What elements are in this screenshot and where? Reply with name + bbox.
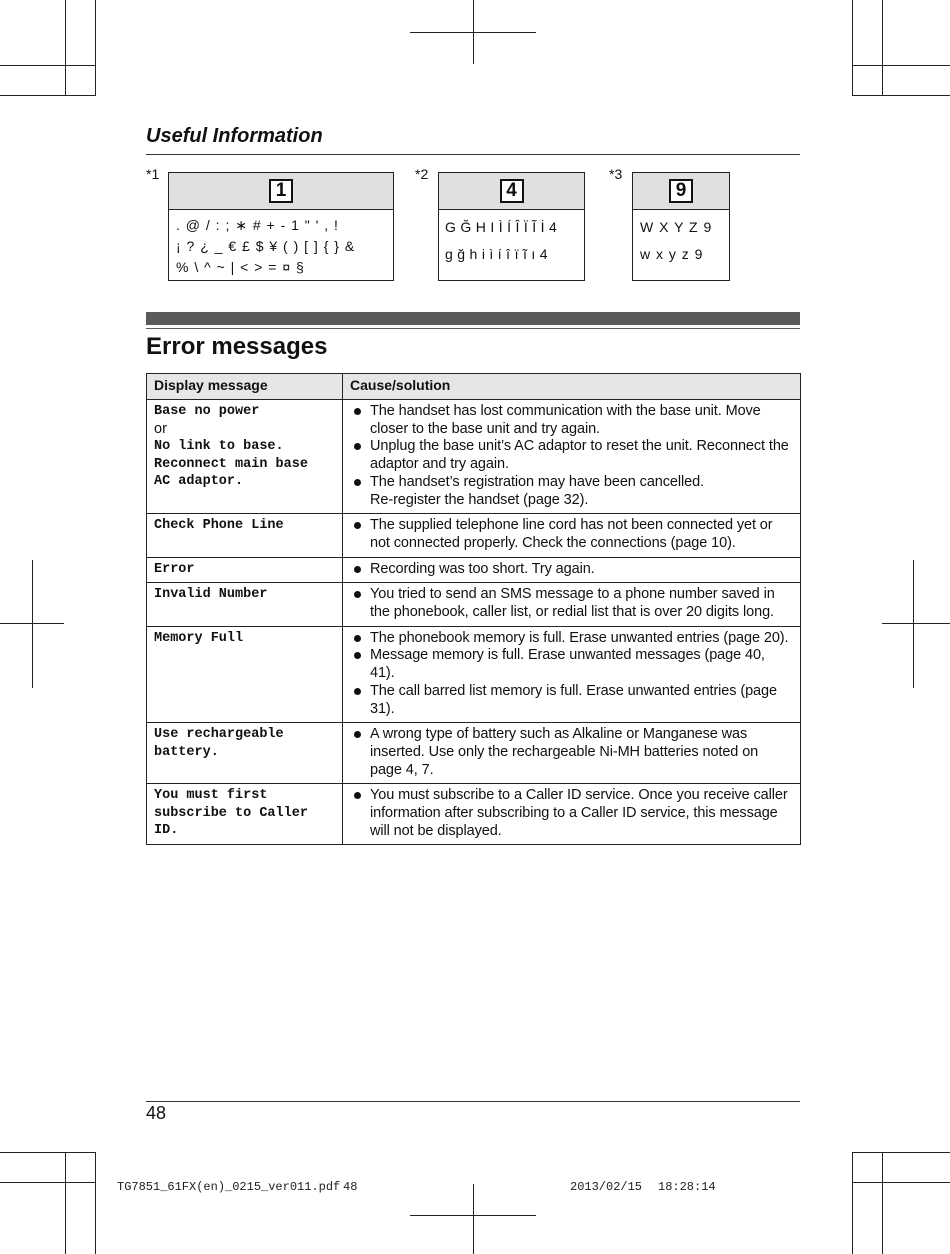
display-message-cell — [147, 784, 343, 845]
char-line: G Ğ H I Ì Í Î Ï Ĩ İ 4 — [445, 219, 558, 235]
crop-mark — [0, 95, 96, 96]
note-mark: *1 — [146, 166, 160, 182]
key-9-icon: 9 — [669, 179, 693, 203]
display-line: Memory Full — [154, 630, 244, 646]
display-message-cell — [147, 723, 343, 784]
heading-band — [146, 312, 800, 325]
display-line: Invalid Number — [154, 587, 268, 603]
print-page-number: 48 — [343, 1180, 358, 1194]
column-header-cause: Cause/solution — [343, 374, 801, 400]
char-line: w x y z 9 — [640, 246, 704, 262]
section-title: Useful Information — [146, 125, 323, 147]
crop-mark — [852, 1152, 853, 1254]
display-line: Use rechargeable — [154, 727, 284, 743]
cause-cell — [343, 514, 801, 557]
display-message-cell — [147, 514, 343, 557]
note-mark: *2 — [415, 166, 429, 182]
display-line: No link to base. — [154, 439, 284, 454]
heading-band-line — [146, 328, 800, 329]
print-date: 2013/02/15 — [570, 1180, 643, 1194]
cause-item: Message memory is full. Erase unwanted messages (page 40, 41). — [350, 647, 793, 682]
char-line: g ğ h i ì í î ï ĩ ı 4 — [445, 246, 548, 262]
cause-cell — [343, 583, 801, 626]
display-message-cell — [147, 400, 343, 514]
crop-mark — [0, 623, 64, 624]
display-message-cell — [147, 583, 343, 626]
display-line: Base no power — [154, 404, 260, 419]
crop-mark — [882, 0, 883, 96]
char-table-key-9 — [632, 172, 730, 281]
cause-item: The handset’s registration may have been cancelled. Re-register the handset (page 32). — [350, 474, 793, 509]
display-line: Reconnect main base — [154, 456, 308, 472]
note-mark: *3 — [609, 166, 623, 182]
cause-item: A wrong type of battery such as Alkaline or Manganese was inserted. Use only the rechargeable Ni-MH batteries noted on page 4, 7. — [350, 726, 793, 779]
crop-mark — [852, 1152, 950, 1153]
table-row — [147, 723, 801, 784]
cause-item: You must subscribe to a Caller ID service. Once you receive caller information after subscribing to a Caller ID service, this message will not be displayed. — [350, 787, 793, 840]
cause-item: The phonebook memory is full. Erase unwanted entries (page 20). — [350, 630, 793, 648]
crop-mark — [65, 1152, 66, 1254]
crop-mark — [882, 623, 950, 624]
cause-item: You tried to send an SMS message to a phone number saved in the phonebook, caller list, or redial list that is over 20 digits long. — [350, 586, 793, 621]
cause-item: The call barred list memory is full. Erase unwanted entries (page 31). — [350, 683, 793, 718]
crop-mark — [410, 32, 536, 33]
crop-mark — [882, 1152, 883, 1254]
cause-cell — [343, 723, 801, 784]
char-line: % \ ^ ~ | < > = ¤ § — [176, 259, 305, 275]
crop-mark — [410, 1215, 536, 1216]
display-line: or — [154, 420, 167, 437]
crop-mark — [0, 1182, 96, 1183]
error-messages-table — [146, 373, 801, 845]
char-line: ¡ ? ¿ _ € £ $ ¥ ( ) [ ] { } & — [176, 238, 356, 254]
char-line: W X Y Z 9 — [640, 219, 713, 235]
table-row — [147, 583, 801, 626]
crop-mark — [0, 65, 96, 66]
footer-divider — [146, 1101, 800, 1102]
cause-cell — [343, 557, 801, 583]
cause-item: Recording was too short. Try again. — [350, 561, 793, 579]
page-number: 48 — [146, 1103, 167, 1123]
crop-mark — [95, 1152, 96, 1254]
display-message-cell — [147, 626, 343, 723]
cause-cell — [343, 784, 801, 845]
char-line: . @ / : ; ∗ # + - 1 " ' , ! — [176, 217, 339, 233]
section-divider — [146, 154, 800, 155]
crop-mark — [852, 95, 950, 96]
key-4-icon: 4 — [500, 179, 524, 203]
crop-mark — [913, 560, 914, 688]
cause-item: The supplied telephone line cord has not been connected yet or not connected properly. Check the connections (page 10). — [350, 517, 793, 552]
cause-item: The handset has lost communication with the base unit. Move closer to the base unit and try again. — [350, 403, 793, 438]
display-line: Error — [154, 561, 195, 577]
display-message-cell — [147, 557, 343, 583]
column-header-display: Display message — [147, 374, 343, 400]
display-line: ID. — [154, 823, 179, 839]
table-row — [147, 514, 801, 557]
cause-item: Unplug the base unit’s AC adaptor to reset the unit. Reconnect the adaptor and try again. — [350, 438, 793, 473]
crop-mark — [473, 1184, 474, 1254]
crop-mark — [852, 1182, 950, 1183]
table-header-row — [147, 374, 801, 400]
print-file-name: TG7851_61FX(en)_0215_ver011.pdf — [117, 1180, 341, 1194]
table-row — [147, 400, 801, 514]
table-row — [147, 557, 801, 583]
cause-cell — [343, 400, 801, 514]
crop-mark — [32, 560, 33, 688]
display-line: subscribe to Caller — [154, 805, 308, 821]
table-row — [147, 784, 801, 845]
crop-mark — [0, 1152, 96, 1153]
display-line: battery. — [154, 744, 219, 760]
char-table-key-1 — [168, 172, 394, 281]
page-heading: Error messages — [146, 333, 328, 360]
print-time: 18:28:14 — [658, 1180, 716, 1194]
display-line: Check Phone Line — [154, 518, 284, 534]
crop-mark — [65, 0, 66, 96]
display-line: You must first — [154, 788, 268, 804]
crop-mark — [852, 65, 950, 66]
cause-cell — [343, 626, 801, 723]
crop-mark — [95, 0, 96, 96]
crop-mark — [852, 0, 853, 96]
table-row — [147, 626, 801, 723]
key-1-icon: 1 — [269, 179, 293, 203]
display-line: AC adaptor. — [154, 474, 244, 489]
char-table-key-4 — [438, 172, 585, 281]
